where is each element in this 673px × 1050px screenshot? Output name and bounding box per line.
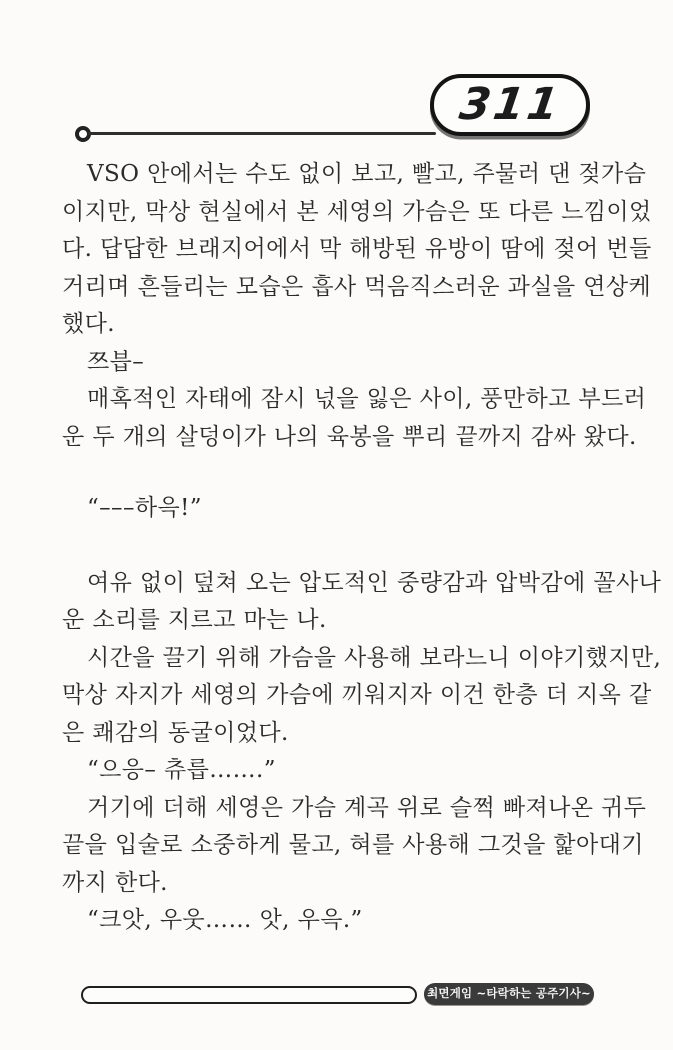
body-line: 다. 답답한 브래지어에서 막 해방된 유방이 땀에 젖어 번들 [62,236,652,262]
body-line: 운 소리를 지르고 마는 나. [62,607,327,633]
body-line-quote: “크앗, 우웃…… 앗, 우윽.” [87,907,363,933]
body-line: 끝을 입술로 소중하게 물고, 혀를 사용해 그것을 핥아대기 [62,832,644,858]
body-text [62,156,662,940]
body-line: 거기에 더해 세영은 가슴 계곡 위로 슬쩍 빠져나온 귀두 [87,794,647,821]
body-line: 까지 한다. [62,869,168,896]
body-line-quote: “–––하윽!” [87,495,202,521]
body-line: 은 쾌감의 동굴이었다. [62,719,289,746]
body-line: 매혹적인 자태에 잠시 넋을 잃은 사이, 풍만하고 부드러 [87,386,647,412]
blank-gap [62,456,614,490]
body-line: 이지만, 막상 현실에서 본 세영의 가슴은 또 다른 느낌이었 [62,198,652,225]
body-line: VSO 안에서는 수도 없이 보고, 빨고, 주물러 댄 젖가슴 [87,161,647,187]
body-line: 거리며 흔들리는 모습은 흡사 먹음직스러운 과실을 연상케 [62,273,652,300]
page-number-badge [430,74,590,136]
body-line: 여유 없이 덮쳐 오는 압도적인 중량감과 압박감에 꼴사나 [87,569,662,596]
series-title-badge [424,983,594,1005]
body-line: 시간을 끌기 위해 가슴을 사용해 보라느니 이야기했지만, [87,644,662,671]
series-title: 최면게임 ~타락하는 공주기사~ [427,986,591,1001]
blank-gap [62,528,614,565]
body-line: 운 두 개의 살덩이가 나의 육봉을 뿌리 끝까지 감싸 왔다. [62,423,637,450]
body-line: 막상 자지가 세영의 가슴에 끼워지자 이건 한층 더 지옥 같 [62,682,652,708]
body-line: 했다. [62,311,115,337]
body-line-quote: “으응– 츄릅…….” [87,757,276,783]
page-number: 311 [456,79,565,130]
footer-ornament-pill [81,986,417,1004]
body-line: 쯔븝– [87,348,145,375]
header-rule [88,132,436,135]
